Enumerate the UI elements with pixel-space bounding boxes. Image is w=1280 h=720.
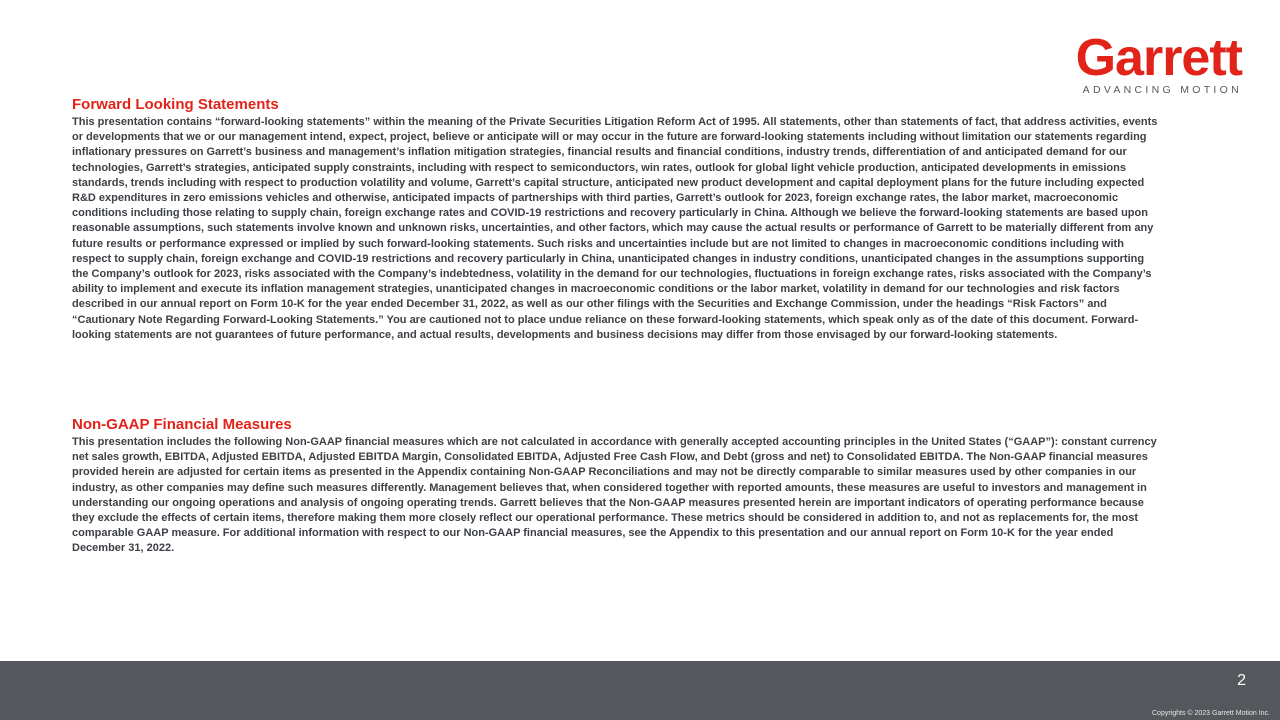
- logo-tagline: ADVANCING MOTION: [1082, 84, 1242, 96]
- non-gaap-body: This presentation includes the following Non-GAAP financial measures which are not calculated in accordance with generally accepted accounting principles in the United States (“GAAP”): constant currency net sales growth, EBITDA, Adjusted EBITDA, Adjusted EBITDA Margin, Consolidated EBITDA, Adjusted Free Cash Flow, and Debt (gross and net) to Consolidated EBITDA. The Non-GAAP financial measures provided herein are adjusted for certain items as presented in the Appendix containing Non-GAAP Reconciliations and may not be directly comparable to similar measures used by other companies in our industry, as other companies may define such measures differently. Management believes that, when considered together with reported amounts, these measures are useful to investors and management in understanding our ongoing operations and analysis of ongoing operating trends. Garrett believes that the Non-GAAP measures presented herein are important indicators of operating performance because they exclude the effects of certain items, therefore making them more closely reflect our operational performance. These metrics should be considered in addition to, and not as replacements for, the most comparable GAAP measure. For additional information with respect to our Non-GAAP financial measures, see the Appendix to this presentation and our annual report on Form 10-K for the year ended December 31, 2022.: [72, 436, 1157, 555]
- non-gaap-title: Non-GAAP Financial Measures: [72, 416, 292, 433]
- company-logo: [1052, 30, 1242, 96]
- page-number: 2: [1237, 672, 1246, 689]
- logo-wordmark: Garrett: [1075, 29, 1242, 87]
- footer-bar: [0, 661, 1280, 720]
- copyright-notice: Copyrights © 2023 Garrett Motion Inc.: [1152, 710, 1270, 717]
- forward-looking-body: This presentation contains “forward-looking statements” within the meaning of the Private Securities Litigation Reform Act of 1995. All statements, other than statements of fact, that address activities, events or developments that we or our management intend, expect, project, believe or anticipate will or may occur in the future are forward-looking statements including without limitation our statements regarding inflationary pressures on Garrett’s business and management’s inflation mitigation strategies, financial results and financial conditions, industry trends, differentiation of and anticipated demand for our technologies, Garrett’s strategies, anticipated supply constraints, including with respect to semiconductors, win rates, outlook for global light vehicle production, anticipated developments in emissions standards, trends including with respect to production volatility and volume, Garrett’s capital structure, anticipated new product development and capital deployment plans for the future including expected R&D expenditures in zero emissions vehicles and otherwise, anticipated impacts of partnerships with third parties, Garrett’s outlook for 2023, foreign exchange rates, the labor market, macroeconomic conditions including those relating to supply chain, foreign exchange rates and COVID-19 restrictions and recovery particularly in China. Although we believe the forward-looking statements are based upon reasonable assumptions, such statements involve known and unknown risks, uncertainties, and other factors, which may cause the actual results or performance of Garrett to be materially different from any future results or performance expressed or implied by such forward-looking statements. Such risks and uncertainties include but are not limited to changes in macroeconomic conditions including with respect to supply chain, foreign exchange and COVID-19 restrictions and recovery particularly in China, unanticipated changes in industry conditions, unanticipated changes in the assumptions supporting the Company’s outlook for 2023, risks associated with the Company’s indebtedness, volatility in the demand for our technologies, fluctuations in foreign exchange rates, risks associated with the Company’s ability to implement and execute its inflation management strategies, unanticipated changes in macroeconomic conditions or the labor market, volatility in demand for our technologies and risk factors described in our annual report on Form 10-K for the year ended December 31, 2022, as well as our other filings with the Securities and Exchange Commission, under the headings “Risk Factors” and “Cautionary Note Regarding Forward-Looking Statements.” You are cautioned not to place undue reliance on these forward-looking statements, which speak only as of the date of this document. Forward-looking statements are not guarantees of future performance, and actual results, developments and business decisions may differ from those envisaged by our forward-looking statements.: [72, 116, 1158, 341]
- forward-looking-title: Forward Looking Statements: [72, 96, 279, 113]
